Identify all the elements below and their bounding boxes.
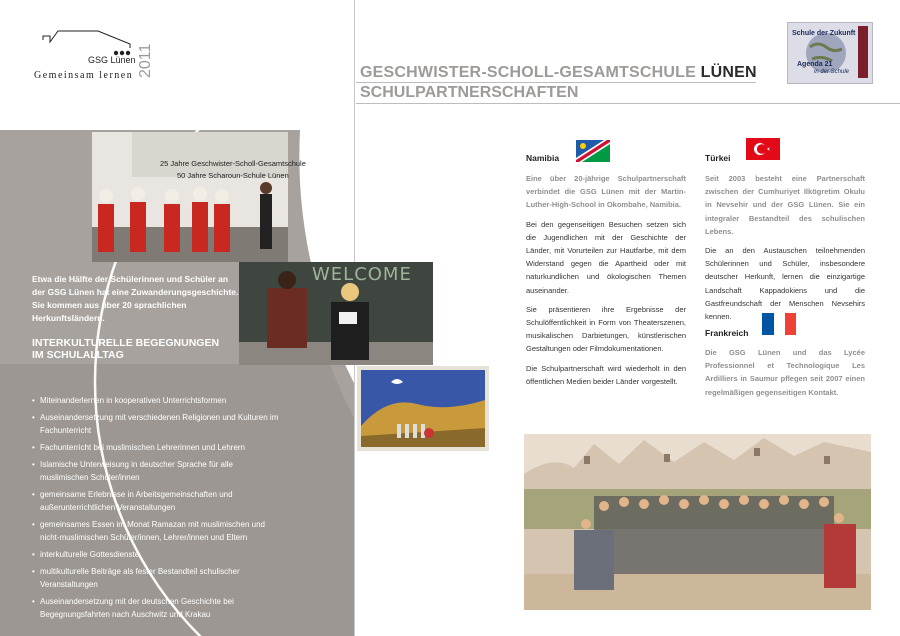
page-title xyxy=(360,64,757,82)
heading-frankreich: Frankreich xyxy=(705,328,749,338)
list-item: • Auseinandersetzung mit verschiedenen Religionen und Kulturen im Fachunterricht xyxy=(32,411,282,437)
heading-namibia: Namibia xyxy=(526,153,560,163)
crest-icon xyxy=(858,26,868,78)
page-subtitle: SCHULPARTNERSCHAFTEN xyxy=(360,84,579,101)
badge-subline: in der Schule xyxy=(814,69,850,75)
banner-line-1: 25 Jahre Geschwister-Scholl-Gesamtschule xyxy=(160,159,306,168)
namibia-paragraph-2: Sie präsentieren ihre Ergebnisse der Schulöffentlichkeit in Form von Theaterszenen, musikalischen Darbietungen, künstlerischen Gestaltungen oder Filmdokumentationen. xyxy=(526,304,686,354)
badge-title: Schule der Zukunft xyxy=(792,30,856,37)
logo-year xyxy=(136,30,156,80)
section-heading-line2: IM SCHULALLTAG xyxy=(32,349,124,361)
heading-tuerkei: Türkei xyxy=(705,153,731,163)
logo-name: GSG Lünen xyxy=(88,55,136,65)
banner-line-2: 50 Jahre Scharoun-Schule Lünen xyxy=(177,171,289,180)
list-item: • Fachunterricht bei muslimischen Lehrerinnen und Lehrern xyxy=(32,441,282,454)
photo-painting xyxy=(357,366,489,451)
logo-tagline: Gemeinsam lernen xyxy=(34,70,134,81)
title-school: GESCHWISTER-SCHOLL-GESAMTSCHULE xyxy=(360,64,696,81)
list-item: • Auseinandersetzung mit der deutschen Geschichte bei Begegnungsfahrten nach Auschwitz und Krakau xyxy=(32,595,282,621)
bullet-list xyxy=(32,394,282,625)
turkey-flag-icon xyxy=(746,138,780,160)
list-item: • gemeinsame Erlebnisse in Arbeitsgemeinschaften und außerunterrichtlichen Veranstaltungen xyxy=(32,488,282,514)
list-item: • interkulturelle Gottesdienste xyxy=(32,548,282,561)
list-item: • gemeinsames Essen im Monat Ramazan mit muslimischen und nicht-muslimischen Schüler/innen, Lehrer/innen und Eltern xyxy=(32,518,282,544)
svg-text:2011: 2011 xyxy=(137,43,154,78)
namibia-text xyxy=(526,172,686,394)
intro-text: Etwa die Hälfte der Schülerinnen und Schüler an der GSG Lünen hat eine Zuwanderungsgeschichte. Sie kommen aus über 20 sprachlichen Herkunftsländern. xyxy=(32,274,239,323)
tuerkei-lead: Seit 2003 besteht eine Partnerschaft zwischen der Cumhuriyet Ilkögretim Okulu in Nevsehir und der GSG Lünen. Sie ein integraler Bestandteil des schulischen Lebens. xyxy=(705,174,865,236)
france-flag-icon xyxy=(762,313,796,335)
namibia-flag-icon xyxy=(576,140,610,162)
list-item: • Islamische Unterweisung in deutscher Sprache für alle muslimischen Schüler/innen xyxy=(32,458,282,484)
namibia-paragraph-1: Bei den gegenseitigen Besuchen setzen sich die Jugendlichen mit der Geschichte der Länder, mit Vorurteilen zur Hautfarbe, mit dem Widerstand gegen die Apartheid oder mit naturkundlichen und ökologischen Themen auseinander. xyxy=(526,219,686,295)
list-item: • multikulturelle Beiträge als fester Bestandteil schulischer Veranstaltungen xyxy=(32,565,282,591)
badge-agenda: Agenda 21 xyxy=(797,61,833,68)
section-heading-line1: INTERKULTURELLE BEGEGNUNGEN xyxy=(32,337,220,349)
tuerkei-paragraph-1: Die an den Austauschen teilnehmenden Schülerinnen und Schüler, insbesondere deutscher Herkunft, lernen die einzigartige Landschaft Kappadokiens und die Gastfreundschaft der Menschen Nevsehirs kennen. xyxy=(705,246,865,322)
list-item: • Miteinanderlernen in kooperativen Unterrichtsformen xyxy=(32,394,282,407)
section-heading xyxy=(32,337,219,361)
namibia-lead: Eine über 20-jährige Schulpartnerschaft verbindet die GSG Lünen mit der Martin-Luther-High-School in Okombahe, Namibia. xyxy=(526,174,686,210)
tuerkei-text xyxy=(705,172,865,329)
title-city: LÜNEN xyxy=(700,64,757,81)
photo-group-cappadocia xyxy=(524,434,871,610)
frankreich-lead: Die GSG Lünen und das Lycée Professionnel et Technologique Les Ardilliers in Saumur pflegen seit 2007 einen regelmäßigen gegenseitigen Kontakt. xyxy=(705,348,865,397)
photo-dance-performance xyxy=(92,132,288,262)
title-rule xyxy=(356,82,756,83)
subtitle-rule xyxy=(356,103,900,104)
frankreich-text xyxy=(705,346,865,405)
welcome-text: WELCOME xyxy=(312,264,412,285)
namibia-paragraph-3: Die Schulpartnerschaft wird wiederholt in den öffentlichen Medien beider Länder vorgestellt. xyxy=(526,363,686,386)
